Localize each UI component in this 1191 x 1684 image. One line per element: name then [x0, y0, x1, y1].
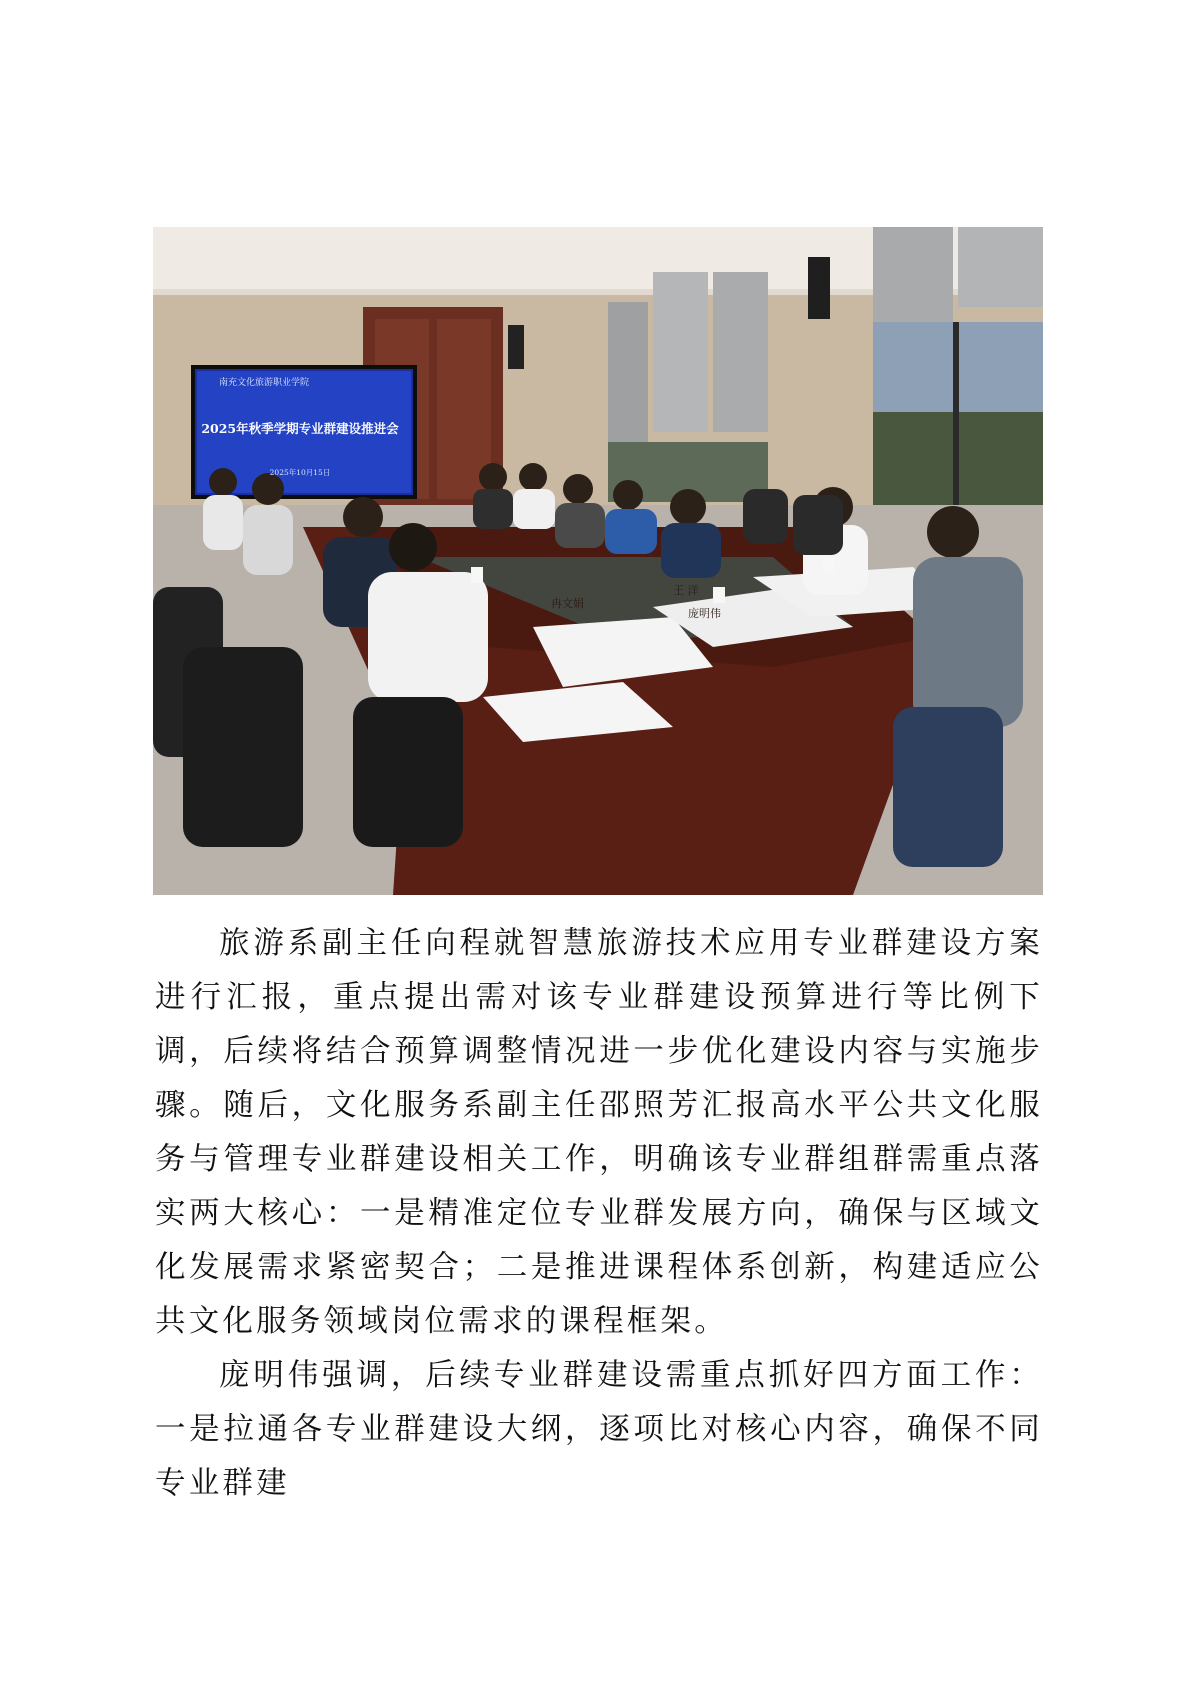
- body-text: [155, 917, 1043, 1511]
- paragraph: 旅游系副主任向程就智慧旅游技术应用专业群建设方案进行汇报，重点提出需对该专业群建设预算进行等比例下调，后续将结合预算调整情况进一步优化建设内容与实施步骤。随后，文化服务系副主任邵照芳汇报高水平公共文化服务与管理专业群建设相关工作，明确该专业群组群需重点落实两大核心：一是精准定位专业群发展方向，确保与区域文化发展需求紧密契合；二是推进课程体系创新，构建适应公共文化服务领域岗位需求的课程框架。: [155, 926, 1043, 1339]
- screen-logo-text: 南充文化旅游职业学院: [219, 378, 310, 388]
- nameplate: 庞明伟: [688, 607, 721, 620]
- paragraph: 庞明伟强调，后续专业群建设需重点抓好四方面工作：一是拉通各专业群建设大纲，逐项比对核心内容，确保不同专业群建: [155, 1358, 1043, 1501]
- nameplate: 王 洋: [673, 584, 699, 597]
- meeting-photo-illustration: [153, 227, 1043, 895]
- meeting-photo: [153, 227, 1043, 895]
- screen-date: 2025年10月15日: [269, 468, 331, 477]
- screen-title: 2025年秋季学期专业群建设推进会: [201, 421, 399, 436]
- nameplate: 冉文娟: [551, 597, 584, 610]
